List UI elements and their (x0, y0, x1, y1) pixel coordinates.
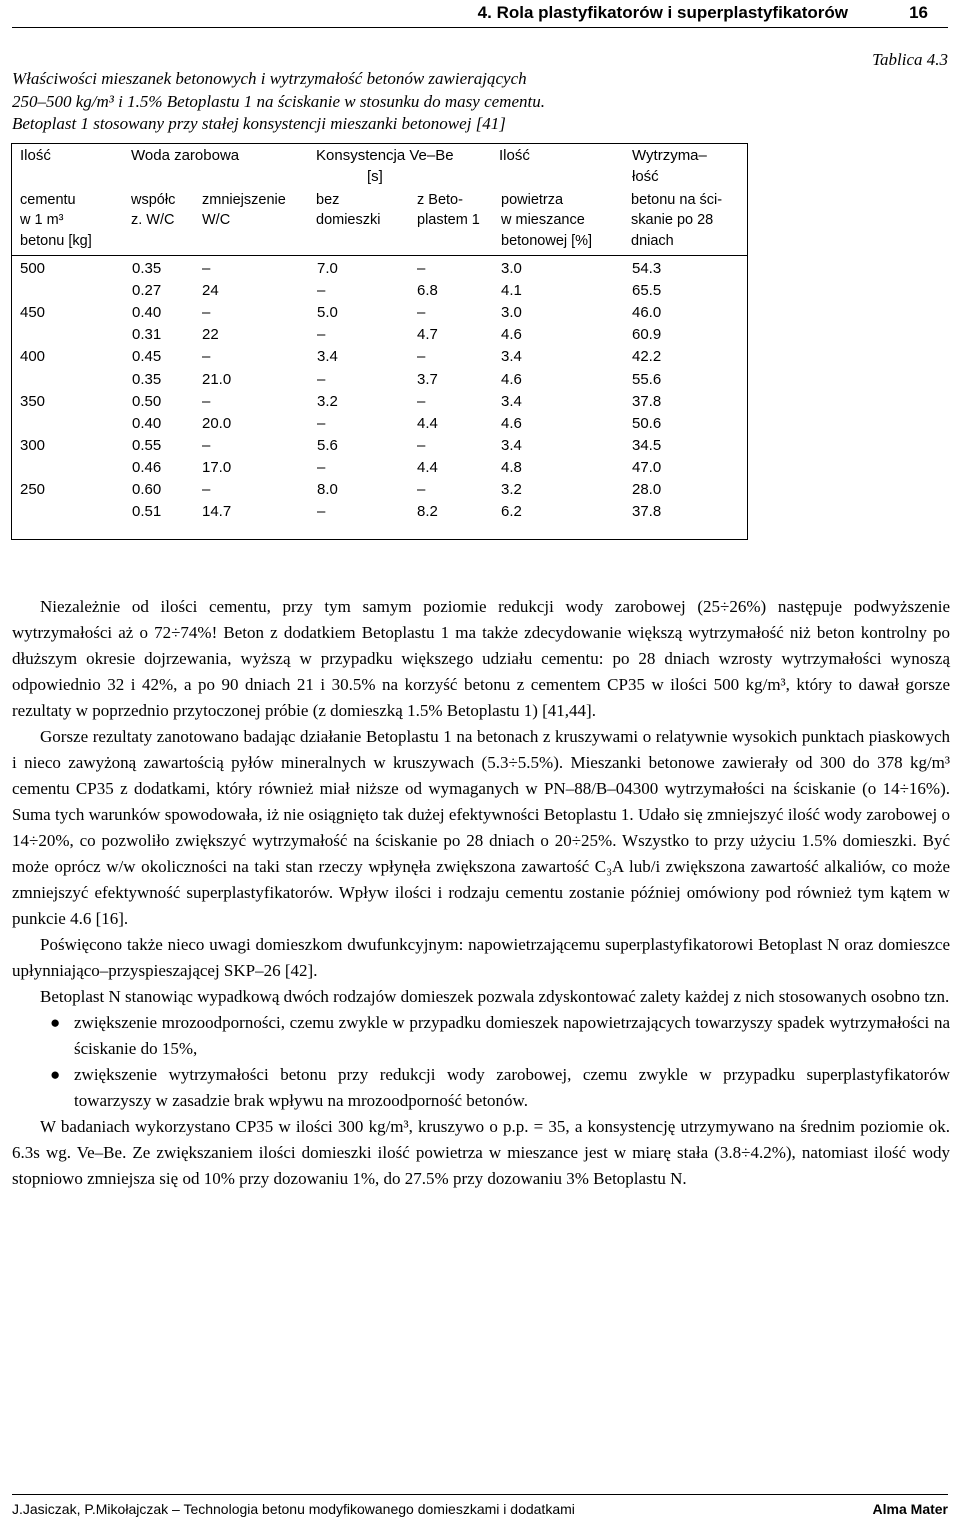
header-cementu: w 1 m³ (20, 212, 64, 228)
cell-wytrzymalosc: 37.8 (632, 392, 662, 410)
cell-z-betoplastem: – (417, 392, 426, 410)
cell-z-betoplastem: – (417, 304, 426, 322)
cell-z-betoplastem: – (417, 481, 426, 498)
cell-powietrze: 3.0 (501, 304, 522, 322)
cell-wytrzymalosc: 65.5 (632, 282, 662, 300)
table-number: Tablica 4.3 (872, 50, 948, 69)
cell-powietrze: 3.0 (501, 260, 522, 277)
footer-publisher: Alma Mater (872, 1501, 948, 1517)
header-powietrza: w mieszance (501, 212, 585, 228)
cell-wytrzymalosc: 37.8 (632, 503, 662, 521)
cell-bez-domieszki: 8.0 (317, 481, 338, 498)
cell-wytrzymalosc: 46.0 (632, 304, 662, 322)
cell-wc: 0.40 (132, 414, 162, 432)
header-konsystencja: Konsystencja Ve–Be (316, 147, 454, 164)
cell-wytrzymalosc: 55.6 (632, 370, 662, 388)
chapter-title: 4. Rola plastyfikatorów i superplastyfikatorów (477, 3, 848, 22)
paragraph: W badaniach wykorzystano CP35 w ilości 300 kg/m³, kruszywo o p.p. = 35, a konsystencję utrzymywano na średnim poziomie ok. 6.3s wg. Ve–Be. Ze zwiększaniem ilości domieszki ilość powietrza w mieszance jest w miarę stała (3.8÷4.2%), natomiast ilość wody stopniowo zmniejsza się od 10% przy dozowaniu 1%, do 27.5% przy dozowaniu 3% Betoplastu N. (12, 1117, 950, 1188)
header-unit-s: [s] (367, 168, 383, 185)
header-zmniejszenie: zmniejszenie (202, 192, 286, 208)
cell-cementu: 400 (20, 348, 46, 366)
table-row (12, 435, 747, 457)
cell-cementu: 250 (20, 481, 46, 498)
cell-wytrzymalosc: 47.0 (632, 458, 662, 476)
caption-line: Właściwości mieszanek betonowych i wytrzymałość betonów zawierających (12, 69, 527, 88)
table-row (12, 479, 747, 501)
bullet-list (12, 1010, 950, 1114)
table-row (12, 280, 747, 302)
cell-powietrze: 6.2 (501, 503, 522, 521)
cell-zmniejszenie: 22 (202, 326, 219, 344)
cell-wc: 0.60 (132, 481, 162, 498)
cell-powietrze: 3.4 (501, 392, 522, 410)
list-item-text: zwiększenie mrozoodporności, czemu zwykle w przypadku domieszek napowietrzających towarzyszy spadek wytrzymałości na ściskanie do 15%, (74, 1013, 950, 1058)
header-z-betoplastem: z Beto- (417, 192, 463, 208)
cell-cementu: 300 (20, 436, 46, 454)
header-wytrzymalosc: łość (632, 168, 659, 185)
header-betonu: dniach (631, 233, 674, 249)
header-wspolczynnik: z. W/C (131, 212, 175, 228)
header-wytrzymalosc: Wytrzyma– (632, 147, 707, 164)
header-powietrza: powietrza (501, 192, 564, 208)
cell-wc: 0.55 (132, 436, 162, 454)
cell-zmniejszenie: – (202, 436, 211, 454)
table-row (12, 413, 747, 435)
table-row (12, 258, 747, 280)
cell-powietrze: 3.2 (501, 481, 522, 498)
cell-wytrzymalosc: 42.2 (632, 348, 662, 366)
cell-powietrze: 3.4 (501, 348, 522, 366)
cell-bez-domieszki: – (317, 282, 326, 300)
cell-wc: 0.46 (132, 458, 162, 476)
cell-cementu: 450 (20, 304, 46, 322)
table-row (12, 369, 747, 391)
list-item (12, 1010, 950, 1062)
header-zmniejszenie: W/C (202, 212, 231, 228)
cell-zmniejszenie: 14.7 (202, 503, 232, 521)
cell-wc: 0.51 (132, 503, 162, 521)
cell-wytrzymalosc: 60.9 (632, 326, 662, 344)
cell-z-betoplastem: – (417, 348, 426, 366)
cell-bez-domieszki: 3.4 (317, 348, 338, 366)
data-table (11, 143, 748, 540)
table-row (12, 346, 747, 368)
cell-z-betoplastem: 4.4 (417, 458, 438, 476)
header-woda: Woda zarobowa (131, 147, 240, 164)
header-betonu: skanie po 28 (631, 212, 714, 228)
footer-authors: J.Jasiczak, P.Mikołajczak – Technologia betonu modyfikowanego domieszkami i dodatkami (12, 1501, 575, 1517)
header-separator (12, 255, 747, 256)
cell-zmniejszenie: 17.0 (202, 458, 232, 476)
cell-bez-domieszki: 3.2 (317, 392, 338, 410)
cell-powietrze: 4.1 (501, 282, 522, 300)
cell-powietrze: 3.4 (501, 436, 522, 454)
cell-zmniejszenie: – (202, 481, 211, 498)
cell-wytrzymalosc: 34.5 (632, 436, 662, 454)
header-wspolczynnik: współc (131, 192, 176, 208)
body-text (12, 594, 950, 1192)
cell-wc: 0.35 (132, 260, 162, 277)
table-caption (12, 68, 892, 136)
caption-line: 250–500 kg/m³ i 1.5% Betoplastu 1 na ściskanie w stosunku do masy cementu. (12, 91, 545, 111)
header-cementu: betonu [kg] (20, 233, 92, 249)
cell-wytrzymalosc: 50.6 (632, 414, 662, 432)
cell-bez-domieszki: – (317, 414, 326, 432)
cell-zmniejszenie: 24 (202, 282, 219, 300)
cell-bez-domieszki: – (317, 503, 326, 521)
cell-powietrze: 4.6 (501, 370, 522, 388)
header-bez-domieszki: domieszki (316, 212, 381, 228)
cell-bez-domieszki: – (317, 326, 326, 344)
bullet-icon: ● (50, 1013, 61, 1032)
cell-bez-domieszki: 5.0 (317, 304, 338, 322)
paragraph: Poświęcono także nieco uwagi domieszkom dwufunkcyjnym: napowietrzającemu superplastyfikatorowi Betoplast N oraz domieszce upłynniająco–przyspieszającej SKP–26 [42]. (12, 935, 950, 980)
cell-wytrzymalosc: 54.3 (632, 260, 662, 277)
table-row (12, 324, 747, 346)
cell-powietrze: 4.6 (501, 326, 522, 344)
header-ilosc: Ilość (20, 147, 51, 164)
header-cementu: cementu (20, 192, 76, 208)
cell-z-betoplastem: 4.7 (417, 326, 438, 344)
cell-z-betoplastem: – (417, 260, 426, 277)
caption-line: Betoplast 1 stosowany przy stałej konsystencji mieszanki betonowej [41] (12, 114, 506, 133)
cell-zmniejszenie: – (202, 348, 211, 366)
cell-powietrze: 4.8 (501, 458, 522, 476)
cell-wytrzymalosc: 28.0 (632, 481, 662, 498)
cell-z-betoplastem: 6.8 (417, 282, 438, 300)
cell-z-betoplastem: 3.7 (417, 370, 438, 388)
cell-zmniejszenie: – (202, 392, 211, 410)
list-item-text: zwiększenie wytrzymałości betonu przy redukcji wody zarobowej, czemu zwykle w przypadku superplastyfikatorów towarzyszy w zasadzie brak wpływu na mrozoodporność betonów. (74, 1065, 950, 1110)
cell-cementu: 500 (20, 260, 46, 277)
cell-z-betoplastem: 8.2 (417, 503, 438, 521)
page-number: 16 (909, 3, 928, 22)
cell-wc: 0.40 (132, 304, 162, 322)
cell-zmniejszenie: 20.0 (202, 414, 232, 432)
header-betonu: betonu na ści- (631, 192, 723, 208)
page-footer (12, 1494, 948, 1520)
cell-zmniejszenie: 21.0 (202, 370, 232, 388)
cell-wc: 0.35 (132, 370, 162, 388)
cell-zmniejszenie: – (202, 304, 211, 322)
cell-cementu: 350 (20, 392, 46, 410)
cell-zmniejszenie: – (202, 260, 211, 277)
table-row (12, 457, 747, 479)
table-row (12, 302, 747, 324)
paragraph: Niezależnie od ilości cementu, przy tym samym poziomie redukcji wody zarobowej (25÷26%) następuje podwyższenie wytrzymałości aż o 72÷74%! Beton z dodatkiem Betoplastu 1 ma także zdecydowanie większą wytrzymałość niż beton kontrolny po dłuższym okresie dojrzewania, wyższą w przypadku większego udziału cementu: po 28 dniach wzrosty wytrzymałości wynoszą odpowiednio 32 i 42%, a po 90 dniach 21 i 30.5% na korzyść betonu z cementem CP35 w ilości 500 kg/m³, który to dawał gorsze rezultaty w poprzednio przytoczonej próbie (z domieszką 1.5% Betoplastu 1) [41,44]. (12, 597, 950, 720)
cell-z-betoplastem: 4.4 (417, 414, 438, 432)
cell-powietrze: 4.6 (501, 414, 522, 432)
cell-bez-domieszki: – (317, 370, 326, 388)
table-row (12, 391, 747, 413)
bullet-icon: ● (50, 1065, 61, 1084)
cell-bez-domieszki: 7.0 (317, 260, 338, 277)
cell-z-betoplastem: – (417, 436, 426, 454)
list-item (12, 1062, 950, 1114)
header-z-betoplastem: plastem 1 (417, 212, 480, 228)
paragraph: Gorsze rezultaty zanotowano badając działanie Betoplastu 1 na betonach z kruszywami o relatywnie wysokich punktach piaskowych i nieco zawyżoną zawartością pyłów mineralnych w kruszywach (5.3÷5.5%). Mieszanki betonowe zawierały od 300 do 378 kg/m³ cementu CP35 z dodatkami, który również miał niższe od wymaganych w PN–88/B–04300 wytrzymałości na ściskanie (o 14÷16%). Suma tych warunków spowodowała, iż nie osiągnięto tak dużej efektywności Betoplastu 1. Udało się zmniejszyć ilość wody zarobowej o 14÷20%, co pozwoliło zwiększyć wytrzymałość na ściskanie po 28 dniach o 20÷25%. Wszystko to przy użyciu 1.5% domieszki. Być może oprócz w/w okoliczności na taki stan rzeczy wpłynęła zwiększona zawartość C₃A lub/i zwiększona zawartość alkaliów, co może zmniejszyć efektywność superplastyfikatorów. Wpływ ilości i rodzaju cementu zostanie później omówiony pod również tym kątem w punkcie 4.6 [16]. (12, 727, 950, 928)
cell-bez-domieszki: 5.6 (317, 436, 338, 454)
cell-wc: 0.50 (132, 392, 162, 410)
cell-wc: 0.27 (132, 282, 162, 300)
header-bez-domieszki: bez (316, 192, 340, 208)
table-row (12, 501, 747, 523)
cell-bez-domieszki: – (317, 458, 326, 476)
header-powietrza: betonowej [%] (501, 233, 593, 249)
cell-wc: 0.31 (132, 326, 162, 344)
header-ilosc-powietrza: Ilość (499, 147, 530, 164)
page-header (12, 0, 948, 28)
cell-wc: 0.45 (132, 348, 162, 366)
paragraph: Betoplast N stanowiąc wypadkową dwóch rodzajów domieszek pozwala zdyskontować zalety każdej z nich stosowanych osobno tzn. (40, 987, 950, 1006)
